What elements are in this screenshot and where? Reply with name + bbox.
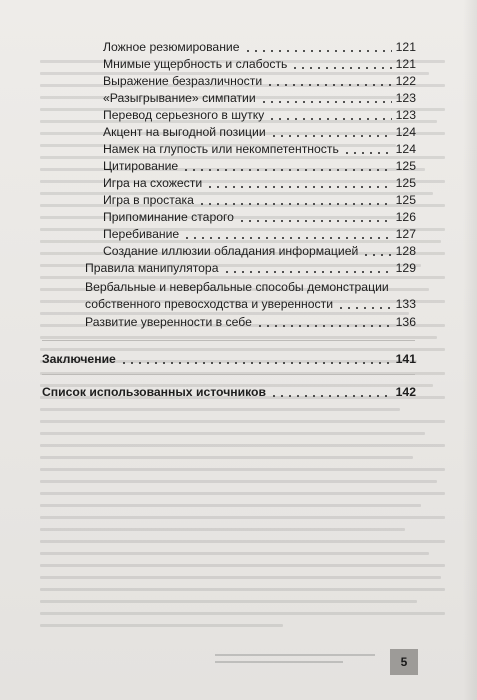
- toc-entry-page: 141: [395, 352, 416, 366]
- toc-entry-title: Заключение: [42, 352, 116, 366]
- toc-entry: [103, 91, 416, 106]
- toc-leader-dots: [291, 67, 391, 69]
- toc-entry-page: 133: [395, 297, 416, 311]
- section-divider: [42, 340, 415, 341]
- toc-entry-page: 129: [395, 261, 416, 275]
- toc-entry-page: 136: [395, 315, 416, 329]
- toc-entry-title: Ложное резюмирование: [103, 40, 240, 54]
- toc-entry-title: Припоминание старого: [103, 210, 234, 224]
- toc-entry-page: 127: [395, 227, 416, 241]
- toc-leader-dots: [120, 362, 392, 364]
- toc-entry-title: собственного превосходства и уверенности: [85, 297, 334, 311]
- toc-entry-page: 125: [395, 193, 416, 207]
- toc-entry: [85, 261, 416, 276]
- toc-entry: [42, 385, 416, 400]
- toc-entry-page: 121: [395, 57, 416, 71]
- toc-entry: [103, 125, 416, 140]
- toc-entry-page: 125: [395, 176, 416, 190]
- toc-leader-dots: [362, 254, 391, 256]
- toc-leader-dots: [260, 101, 392, 103]
- toc-leader-dots: [238, 220, 392, 222]
- toc-leader-dots: [343, 152, 392, 154]
- toc-entry: [103, 57, 416, 72]
- toc-entry: [42, 352, 416, 367]
- toc-leader-dots: [198, 203, 392, 205]
- running-footer: [215, 654, 375, 668]
- toc-entry-page: 123: [395, 91, 416, 105]
- toc-entry: [103, 40, 416, 55]
- toc-entry-title: Игра в простака: [103, 193, 194, 207]
- toc-leader-dots: [266, 84, 392, 86]
- toc-entry: [103, 176, 416, 191]
- toc-entry: [103, 142, 416, 157]
- toc-entry-title: Правила манипулятора: [85, 261, 219, 275]
- toc-entry: [85, 297, 416, 312]
- toc-entry: [103, 74, 416, 89]
- toc-entry: [85, 315, 416, 330]
- toc-entry-title: Создание иллюзии обладания информацией: [103, 244, 359, 258]
- page-number-badge: 5: [390, 649, 418, 675]
- toc-entry-page: 124: [395, 125, 416, 139]
- toc-entry-page: 122: [395, 74, 416, 88]
- toc-leader-dots: [256, 325, 392, 327]
- toc-entry-page: 124: [395, 142, 416, 156]
- toc-entry-title: Перебивание: [103, 227, 180, 241]
- toc-leader-dots: [223, 271, 392, 273]
- toc-leader-dots: [182, 169, 391, 171]
- toc-entry: [103, 210, 416, 225]
- toc-leader-dots: [244, 50, 392, 52]
- toc-entry: [103, 108, 416, 123]
- toc-entry-title: Перевод серьезного в шутку: [103, 108, 265, 122]
- toc-leader-dots: [206, 186, 392, 188]
- toc-leader-dots: [337, 307, 392, 309]
- toc-leader-dots: [270, 395, 392, 397]
- toc-entry-title: Развитие уверенности в себе: [85, 315, 252, 329]
- toc-entry-title: Мнимые ущербность и слабость: [103, 57, 288, 71]
- toc-entry-page: 121: [395, 40, 416, 54]
- toc-entry-page: 123: [395, 108, 416, 122]
- toc-entry-title: Цитирование: [103, 159, 179, 173]
- toc-entry-title: «Разыгрывание» симпатии: [103, 91, 256, 105]
- toc-entry-page: 125: [395, 159, 416, 173]
- section-divider: [42, 374, 415, 375]
- toc-entry-page: 128: [395, 244, 416, 258]
- toc-entry-title: Намек на глупость или некомпетентность: [103, 142, 339, 156]
- toc-entry-title: Игра на схожести: [103, 176, 203, 190]
- toc-leader-dots: [270, 135, 392, 137]
- toc-entry-title: Акцент на выгодной позиции: [103, 125, 266, 139]
- toc-entry-page: 126: [395, 210, 416, 224]
- toc-entry-title-line: Вербальные и невербальные способы демонстрации: [85, 280, 389, 294]
- toc-entry-title: Список использованных источников: [42, 385, 266, 399]
- toc-entry-title: Выражение безразличности: [103, 74, 263, 88]
- toc-leader-dots: [268, 118, 391, 120]
- toc-entry: [103, 244, 416, 259]
- toc-entry: [103, 159, 416, 174]
- toc-entry: [103, 193, 416, 208]
- toc-leader-dots: [183, 237, 391, 239]
- toc-entry: [103, 227, 416, 242]
- toc-entry-page: 142: [395, 385, 416, 399]
